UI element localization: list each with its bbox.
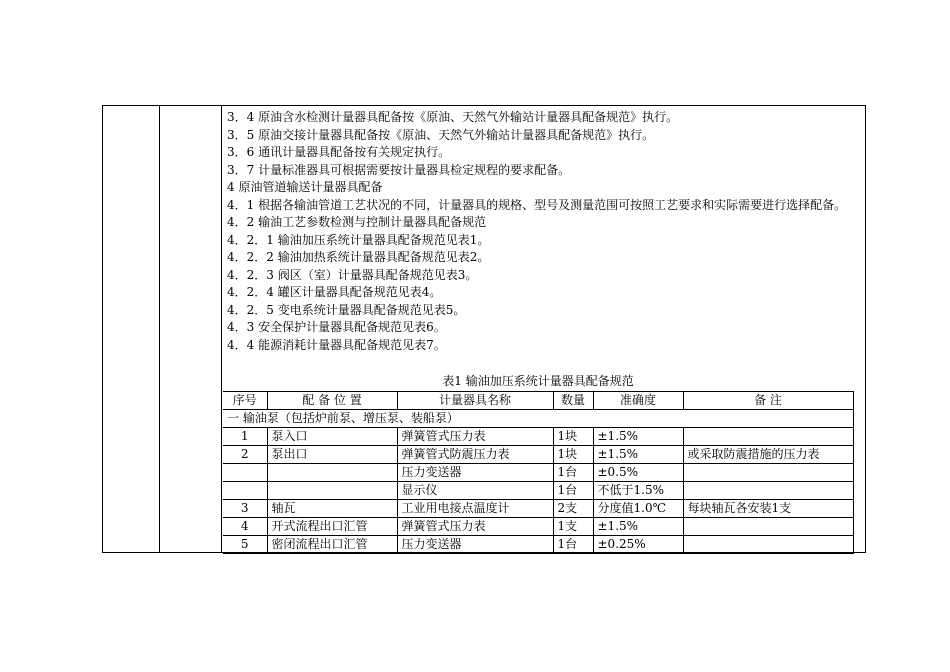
cell-instrument: 压力变送器 [397,464,553,482]
document-frame [102,105,866,553]
cell-accuracy: 不低于1.5% [593,482,683,500]
paragraph: 3．7 计量标准器具可根据需要按计量器具检定规程的要求配备。 [227,162,571,177]
cell-instrument: 弹簧管式压力表 [397,428,553,446]
paragraph: 3．5 原油交接计量器具配备按《原油、天然气外输站计量器具配备规范》执行。 [227,127,655,142]
cell-position [267,482,397,500]
header-accuracy: 准确度 [593,392,683,410]
header-quantity: 数量 [553,392,593,410]
cell-no: 1 [223,428,267,446]
cell-instrument: 显示仪 [397,482,553,500]
paragraph: 4．4 能源消耗计量器具配备规范见表7。 [227,337,446,352]
cell-note: 或采取防震措施的压力表 [683,446,853,464]
cell-no [223,482,267,500]
cell-instrument: 压力变送器 [397,536,553,554]
cell-instrument: 弹簧管式压力表 [397,518,553,536]
spec-table [223,391,854,554]
cell-quantity: 1台 [553,482,593,500]
cell-position: 轴瓦 [267,500,397,518]
table-header-row [223,392,853,410]
cell-note: 每块轴瓦各安装1支 [683,500,853,518]
cell-position: 泵入口 [267,428,397,446]
cell-quantity: 1块 [553,446,593,464]
table-row [223,536,853,554]
header-note: 备 注 [683,392,853,410]
cell-quantity: 1块 [553,428,593,446]
table-row [223,428,853,446]
cell-no: 2 [223,446,267,464]
cell-note [683,536,853,554]
paragraph: 3．4 原油含水检测计量器具配备按《原油、天然气外输站计量器具配备规范》执行。 [227,110,679,124]
cell-no: 4 [223,518,267,536]
paragraph: 4．2．5 变电系统计量器具配备规范见表5。 [227,302,466,317]
cell-position: 密闭流程出口汇管 [267,536,397,554]
cell-note [683,428,853,446]
cell-accuracy: ±1.5% [593,446,683,464]
paragraph: 4．2．1 输油加压系统计量器具配备规范见表1。 [227,232,490,247]
cell-note [683,464,853,482]
cell-position [267,464,397,482]
cell-instrument: 工业用电接点温度计 [397,500,553,518]
cell-quantity: 1台 [553,536,593,554]
table-row [223,518,853,536]
table-row [223,500,853,518]
body-text [227,109,867,354]
cell-no [223,464,267,482]
paragraph: 4．2 输油工艺参数检测与控制计量器具配备规范 [227,215,487,229]
section-heading: 4 原油管道输送计量器具配备 [227,180,383,194]
table-caption: 表1 输油加压系统计量器具配备规范 [442,374,634,388]
paragraph: 3．6 通讯计量器具配备按有关规定执行。 [227,145,451,159]
header-no: 序号 [223,392,267,410]
cell-accuracy: ±1.5% [593,428,683,446]
table-section-row [223,410,853,428]
cell-accuracy: ±0.25% [593,536,683,554]
cell-no: 5 [223,536,267,554]
cell-quantity: 1台 [553,464,593,482]
paragraph: 4．3 安全保护计量器具配备规范见表6。 [227,320,446,334]
column-divider [221,106,222,552]
header-instrument: 计量器具名称 [397,392,553,410]
cell-accuracy: ±1.5% [593,518,683,536]
table-row [223,446,853,464]
cell-position: 泵出口 [267,446,397,464]
paragraph: 4．2．4 罐区计量器具配备规范见表4。 [227,285,442,299]
paragraph: 4．2．2 输油加热系统计量器具配备规范见表2。 [227,250,490,264]
cell-note [683,482,853,500]
cell-accuracy: 分度值1.0℃ [593,500,683,518]
header-position: 配 备 位 置 [267,392,397,410]
cell-no: 3 [223,500,267,518]
table-row [223,482,853,500]
cell-accuracy: ±0.5% [593,464,683,482]
cell-quantity: 2支 [553,500,593,518]
cell-quantity: 1支 [553,518,593,536]
cell-position: 开式流程出口汇管 [267,518,397,536]
cell-note [683,518,853,536]
paragraph: 4．2．3 阀区（室）计量器具配备规范见表3。 [227,267,478,282]
column-divider [159,106,160,552]
cell-instrument: 弹簧管式防震压力表 [397,446,553,464]
table-row [223,464,853,482]
paragraph: 4．1 根据各输油管道工艺状况的不同，计量器具的规格、型号及测量范围可按照工艺要求和实际需要进行选择配备。 [227,197,847,212]
section-label: 一 输油泵（包括炉前泵、增压泵、装船泵） [223,410,853,428]
